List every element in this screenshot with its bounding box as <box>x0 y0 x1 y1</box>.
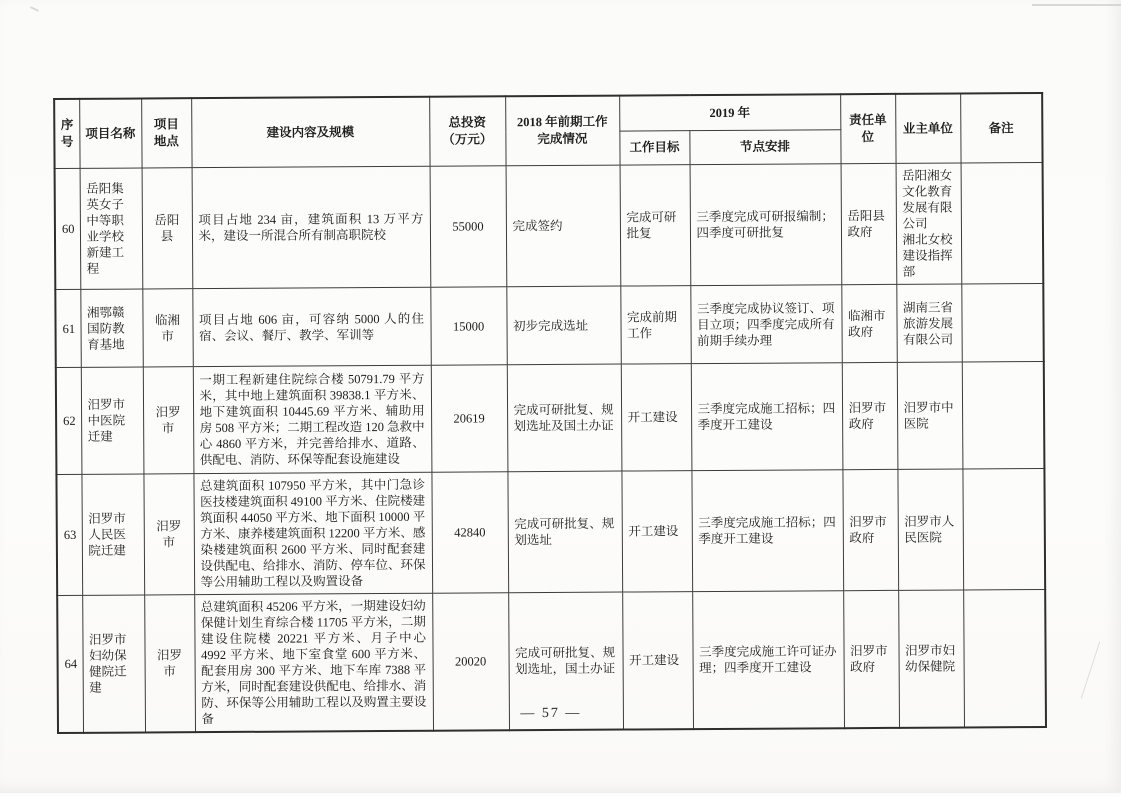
cell-status-2018: 完成签约 <box>506 165 621 287</box>
cell-goal-2019: 开工建设 <box>622 592 693 730</box>
cell-responsible: 汨罗市政府 <box>842 469 898 590</box>
cell-owner: 汨罗市妇幼保健院 <box>898 590 964 728</box>
table-row-62 <box>56 361 1045 474</box>
cell-no: 64 <box>57 595 83 733</box>
header-content: 建设内容及规模 <box>191 97 429 168</box>
header-no: 序 号 <box>54 99 79 169</box>
cell-status-2018: 初步完成选址 <box>506 286 620 365</box>
cell-no: 60 <box>55 168 81 289</box>
cell-goal-2019: 完成前期工作 <box>620 286 690 364</box>
header-project-name: 项目名称 <box>79 98 141 168</box>
cell-project-name: 湘鄂赣国防教育基地 <box>80 289 142 367</box>
cell-no: 62 <box>56 367 82 474</box>
cell-location: 临湘市 <box>142 289 192 367</box>
cell-owner: 汨罗市人民医院 <box>897 469 963 590</box>
page-number: — 57 — <box>520 705 582 722</box>
table-row-61 <box>55 283 1043 367</box>
cell-content: 总建筑面积 45206 平方米，一期建设妇幼保健计划生育综合楼 11705 平方米，二期建设住院楼 20221 平方米、月子中心 4992 平方米、地下室食堂 600 平方米、配套用房 300 平方米、地下车库 7388 平方米，同时配套建设供配电、给排水、消防、环保等公用辅助工程以及购置主要设备 <box>194 593 433 732</box>
cell-remark <box>961 162 1044 283</box>
cell-schedule-2019: 三季度完成协议签订、项目立项；四季度完成所有前期手续办理 <box>690 285 841 364</box>
cell-remark <box>961 283 1043 361</box>
cell-content: 项目占地 606 亩，可容纳 5000 人的住宿、会议、餐厅、教学、军训等 <box>192 287 430 366</box>
cell-owner: 汨罗市中医院 <box>897 362 963 469</box>
cell-project-name: 汨罗市中医院迁建 <box>81 367 144 474</box>
cell-content: 一期工程新建住院综合楼 50791.79 平方米，其中地上建筑面积 39838.1 平方米、地下建筑面积 10445.69 平方米、辅助用房 508 平方米；二期工程改造 120 急救中心 4860 平方米，并完善给排水、道路、供配电、消防、环保等配套设施建设 <box>193 365 432 473</box>
cell-no: 63 <box>56 474 82 595</box>
cell-owner: 湖南三省旅游发展有限公司 <box>896 284 961 362</box>
table-body <box>55 162 1046 733</box>
cell-investment: 42840 <box>431 472 508 593</box>
cell-schedule-2019: 三季度完成施工招标；四季度开工建设 <box>691 363 843 471</box>
cell-content: 项目占地 234 亩，建筑面积 13 万平方米，建设一所混合所有制高职院校 <box>192 166 431 288</box>
cell-project-name: 汨罗市妇幼保健院迁建 <box>82 595 145 733</box>
cell-remark <box>962 361 1045 468</box>
cell-status-2018: 完成可研批复、规划选址 <box>507 471 622 593</box>
cell-status-2018: 完成可研批复、规划选址，国土办证 <box>508 592 623 730</box>
header-schedule-2019: 节点安排 <box>689 130 840 165</box>
header-location: 项目 地点 <box>141 98 191 168</box>
header-goal-2019: 工作目标 <box>619 131 689 165</box>
header-year-2019: 2019 年 <box>619 94 840 131</box>
cell-responsible: 汨罗市政府 <box>842 362 898 469</box>
cell-responsible: 汨罗市政府 <box>843 590 899 728</box>
cell-goal-2019: 开工建设 <box>621 364 692 471</box>
projects-table <box>53 92 1047 734</box>
cell-location: 汨罗市 <box>144 595 195 733</box>
cell-investment: 20619 <box>431 365 508 472</box>
cell-investment: 55000 <box>430 166 507 287</box>
cell-schedule-2019: 三季度完成施工招标；四季度开工建设 <box>691 470 843 592</box>
cell-location: 汨罗市 <box>143 474 194 595</box>
cell-project-name: 汨罗市人民医院迁建 <box>81 474 144 595</box>
cell-project-name: 岳阳集英女子中等职业学校新建工程 <box>80 168 143 289</box>
table-row-63 <box>56 468 1045 595</box>
header-investment: 总投资 （万元） <box>429 96 505 166</box>
cell-responsible: 临湘市政府 <box>841 284 896 362</box>
cell-remark <box>962 468 1045 589</box>
header-remark: 备注 <box>960 93 1042 163</box>
cell-schedule-2019: 三季度完成施工许可证办理；四季度开工建设 <box>692 591 844 729</box>
table-row-60 <box>55 162 1044 289</box>
cell-goal-2019: 完成可研批复 <box>620 165 691 286</box>
cell-location: 汨罗市 <box>143 367 194 474</box>
cell-status-2018: 完成可研批复、规划选址及国土办证 <box>507 364 622 472</box>
cell-responsible: 岳阳县政府 <box>841 163 897 284</box>
cell-investment: 15000 <box>430 287 506 365</box>
header-owner: 业主单位 <box>895 93 960 163</box>
cell-goal-2019: 开工建设 <box>621 471 692 592</box>
header-status-2018: 2018 年前期工作 完成情况 <box>505 96 619 166</box>
cell-schedule-2019: 三季度完成可研报编制；四季度可研批复 <box>690 164 842 286</box>
cell-content: 总建筑面积 107950 平方米，其中门急诊医技楼建筑面积 49100 平方米、住院楼建筑面积 44050 平方米、地下面积 10000 平方米、康养楼建筑面积 12200 平方米、感染楼建筑面积 2600 平方米、同时配套建设供配电、给排水、消防、停车位、环保等公用辅助工程以及购置设备 <box>193 472 432 594</box>
cell-location: 岳阳县 <box>142 168 193 289</box>
cell-no: 61 <box>55 289 80 367</box>
table-header <box>54 93 1042 169</box>
cell-owner: 岳阳湘女文化教育发展有限公司 湘北女校建设指挥部 <box>896 163 962 284</box>
header-responsible: 责任单位 <box>840 94 895 164</box>
cell-investment: 20020 <box>432 593 509 731</box>
